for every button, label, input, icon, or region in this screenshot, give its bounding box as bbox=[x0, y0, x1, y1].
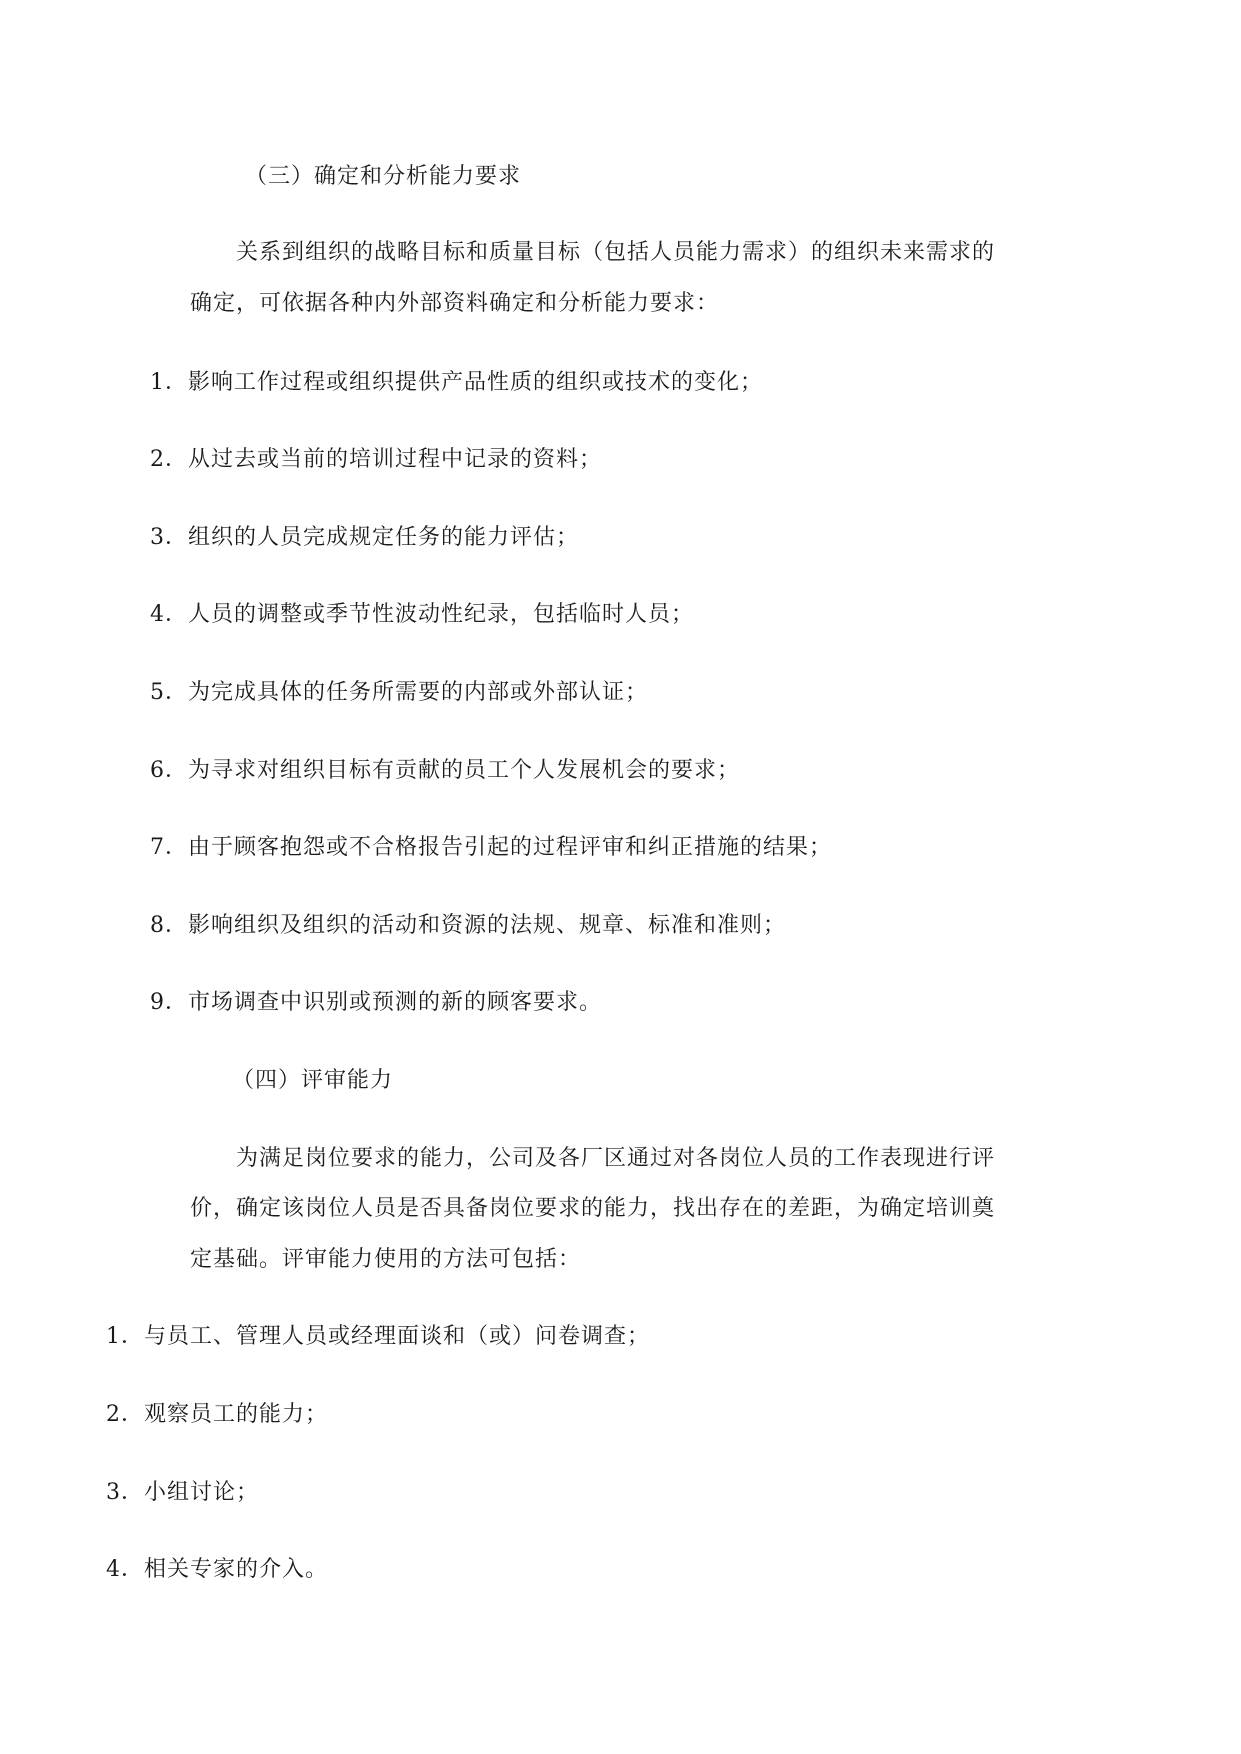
section4-intro-line2: 价，确定该岗位人员是否具备岗位要求的能力，找出存在的差距，为确定培训奠 bbox=[190, 1196, 996, 1221]
list-item-number: 1． bbox=[106, 1324, 144, 1349]
section4-intro-line1: 为满足岗位要求的能力，公司及各厂区通过对各岗位人员的工作表现进行评 bbox=[236, 1146, 996, 1171]
list-item-number: 5． bbox=[150, 680, 188, 705]
list-item-text: 由于顾客抱怨或不合格报告引起的过程评审和纠正措施的结果； bbox=[188, 835, 833, 860]
list-item bbox=[150, 600, 694, 630]
list-item-number: 2． bbox=[106, 1402, 144, 1427]
list-item bbox=[150, 988, 602, 1018]
list-item-number: 9． bbox=[150, 990, 188, 1015]
list-item-number: 3． bbox=[150, 525, 188, 550]
list-item bbox=[106, 1555, 328, 1585]
section3-intro-line2: 确定，可依据各种内外部资料确定和分析能力要求： bbox=[190, 291, 720, 316]
list-item-text: 相关专家的介入。 bbox=[144, 1557, 329, 1582]
list-item-text: 影响工作过程或组织提供产品性质的组织或技术的变化； bbox=[188, 370, 764, 395]
list-item-text: 小组讨论； bbox=[144, 1480, 260, 1505]
list-item-text: 市场调查中识别或预测的新的顾客要求。 bbox=[188, 990, 603, 1015]
list-item-text: 组织的人员完成规定任务的能力评估； bbox=[188, 525, 580, 550]
section3-heading: （三）确定和分析能力要求 bbox=[245, 164, 522, 189]
list-item bbox=[150, 368, 763, 398]
list-item bbox=[150, 911, 786, 941]
list-item bbox=[106, 1322, 650, 1352]
list-item-number: 1． bbox=[150, 370, 188, 395]
list-item-text: 与员工、管理人员或经理面谈和（或）问卷调查； bbox=[144, 1324, 651, 1349]
list-item-number: 8． bbox=[150, 913, 188, 938]
list-item-text: 为完成具体的任务所需要的内部或外部认证； bbox=[188, 680, 649, 705]
section4-intro-line3: 定基础。评审能力使用的方法可包括： bbox=[190, 1247, 582, 1272]
list-item bbox=[150, 756, 740, 786]
list-item-text: 观察员工的能力； bbox=[144, 1402, 329, 1427]
list-item-number: 7． bbox=[150, 835, 188, 860]
list-item-text: 影响组织及组织的活动和资源的法规、规章、标准和准则； bbox=[188, 913, 787, 938]
list-item-number: 4． bbox=[150, 602, 188, 627]
list-item bbox=[106, 1400, 328, 1430]
list-item-number: 4． bbox=[106, 1557, 144, 1582]
section4-heading: （四）评审能力 bbox=[232, 1068, 394, 1093]
list-item-number: 2． bbox=[150, 447, 188, 472]
list-item-number: 6． bbox=[150, 758, 188, 783]
list-item-number: 3． bbox=[106, 1480, 144, 1505]
section3-intro-line1: 关系到组织的战略目标和质量目标（包括人员能力需求）的组织未来需求的 bbox=[236, 240, 996, 265]
list-item bbox=[150, 445, 602, 475]
list-item bbox=[106, 1478, 259, 1508]
list-item bbox=[150, 678, 648, 708]
list-item bbox=[150, 523, 579, 553]
list-item-text: 从过去或当前的培训过程中记录的资料； bbox=[188, 447, 603, 472]
list-item-text: 为寻求对组织目标有贡献的员工个人发展机会的要求； bbox=[188, 758, 741, 783]
list-item-text: 人员的调整或季节性波动性纪录，包括临时人员； bbox=[188, 602, 695, 627]
list-item bbox=[150, 833, 832, 863]
